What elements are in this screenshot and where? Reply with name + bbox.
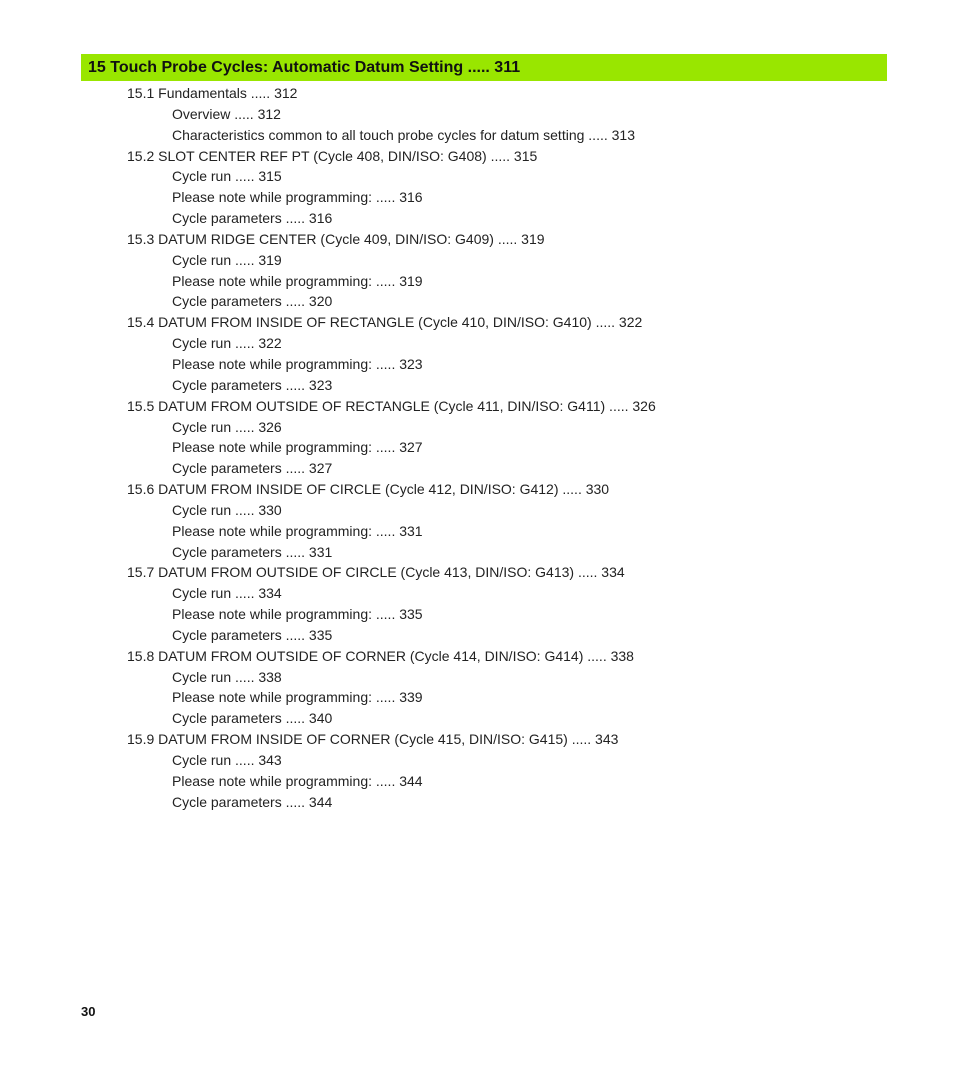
toc-subsection-entry[interactable]: Please note while programming: ..... 319: [172, 272, 423, 289]
toc-subsection-entry[interactable]: Cycle parameters ..... 335: [172, 626, 333, 643]
toc-subsection-entry[interactable]: Cycle parameters ..... 316: [172, 210, 333, 227]
toc-subsection-entry[interactable]: Characteristics common to all touch probe cycles for datum setting ..... 313: [172, 126, 635, 143]
toc-subsection-entry[interactable]: Cycle run ..... 322: [172, 335, 282, 352]
toc-subsection-entry[interactable]: Cycle parameters ..... 344: [172, 793, 333, 810]
toc-section-entry[interactable]: 15.4 DATUM FROM INSIDE OF RECTANGLE (Cycle 410, DIN/ISO: G410) ..... 322: [127, 314, 643, 331]
toc-subsection-entry[interactable]: Cycle run ..... 319: [172, 251, 282, 268]
chapter-heading-bar: [81, 54, 887, 81]
toc-subsection-entry[interactable]: Cycle parameters ..... 323: [172, 376, 333, 393]
toc-subsection-entry[interactable]: Cycle run ..... 326: [172, 418, 282, 435]
toc-subsection-entry[interactable]: Please note while programming: ..... 316: [172, 189, 423, 206]
toc-subsection-entry[interactable]: Overview ..... 312: [172, 105, 281, 122]
toc-subsection-entry[interactable]: Cycle parameters ..... 331: [172, 543, 333, 560]
toc-subsection-entry[interactable]: Cycle run ..... 334: [172, 585, 282, 602]
table-of-contents: [0, 83, 954, 813]
toc-section-entry[interactable]: 15.8 DATUM FROM OUTSIDE OF CORNER (Cycle 414, DIN/ISO: G414) ..... 338: [127, 647, 634, 664]
toc-subsection-entry[interactable]: Please note while programming: ..... 327: [172, 439, 423, 456]
toc-section-entry[interactable]: 15.7 DATUM FROM OUTSIDE OF CIRCLE (Cycle 413, DIN/ISO: G413) ..... 334: [127, 564, 625, 581]
toc-section-entry[interactable]: 15.3 DATUM RIDGE CENTER (Cycle 409, DIN/ISO: G409) ..... 319: [127, 230, 545, 247]
page-number: 30: [81, 1004, 96, 1019]
toc-subsection-entry[interactable]: Please note while programming: ..... 331: [172, 522, 423, 539]
toc-subsection-entry[interactable]: Cycle run ..... 315: [172, 168, 282, 185]
toc-section-entry[interactable]: 15.6 DATUM FROM INSIDE OF CIRCLE (Cycle 412, DIN/ISO: G412) ..... 330: [127, 481, 610, 498]
toc-subsection-entry[interactable]: Cycle run ..... 343: [172, 752, 282, 768]
toc-section-entry[interactable]: 15.9 DATUM FROM INSIDE OF CORNER (Cycle 415, DIN/ISO: G415) ..... 343: [127, 731, 619, 748]
toc-subsection-entry[interactable]: Cycle parameters ..... 320: [172, 293, 333, 310]
toc-subsection-entry[interactable]: Cycle run ..... 338: [172, 668, 282, 685]
toc-subsection-entry[interactable]: Please note while programming: ..... 339: [172, 689, 423, 706]
chapter-title[interactable]: 15 Touch Probe Cycles: Automatic Datum Setting ..... 311: [88, 58, 521, 76]
toc-section-entry[interactable]: 15.5 DATUM FROM OUTSIDE OF RECTANGLE (Cycle 411, DIN/ISO: G411) ..... 326: [127, 397, 656, 414]
toc-subsection-entry[interactable]: Cycle parameters ..... 340: [172, 710, 333, 727]
toc-section-entry[interactable]: 15.2 SLOT CENTER REF PT (Cycle 408, DIN/ISO: G408) ..... 315: [127, 147, 538, 164]
toc-subsection-entry[interactable]: Cycle run ..... 330: [172, 501, 282, 518]
toc-subsection-entry[interactable]: Please note while programming: ..... 323: [172, 355, 423, 372]
toc-subsection-entry[interactable]: Please note while programming: ..... 335: [172, 606, 423, 623]
toc-subsection-entry[interactable]: Please note while programming: ..... 344: [172, 772, 423, 789]
toc-subsection-entry[interactable]: Cycle parameters ..... 327: [172, 460, 333, 477]
toc-section-entry[interactable]: 15.1 Fundamentals ..... 312: [127, 85, 298, 101]
